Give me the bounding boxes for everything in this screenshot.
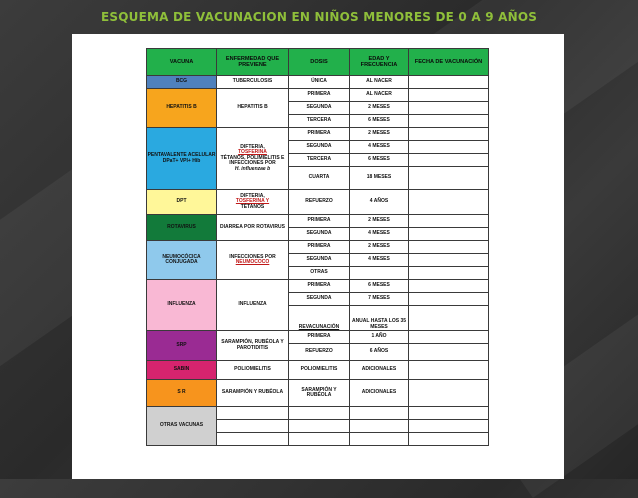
dose-cell: PRIMERA: [289, 241, 350, 254]
age-cell: 4 MESES: [350, 254, 409, 267]
age-cell: 4 MESES: [350, 228, 409, 241]
vaccine-otras: OTRAS VACUNAS: [147, 407, 217, 446]
age-cell: 6 MESES: [350, 154, 409, 167]
slide-title: ESQUEMA DE VACUNACION EN NIÑOS MENORES DE 0 A 9 AÑOS: [101, 10, 538, 24]
vaccine-sabin: SABIN: [147, 361, 217, 380]
table-header-row: [147, 49, 489, 76]
date-cell[interactable]: [409, 331, 489, 344]
dose-cell: SEGUNDA: [289, 254, 350, 267]
table-row: [147, 89, 489, 102]
dose-cell: [289, 407, 350, 420]
vaccine-influenza: INFLUENZA: [147, 280, 217, 331]
table-row: [147, 241, 489, 254]
age-cell: 4 MESES: [350, 141, 409, 154]
vaccine-dpt: DPT: [147, 190, 217, 215]
table-row: [147, 190, 489, 215]
disease-line: TOSFERINA: [238, 149, 267, 156]
age-cell: 2 MESES: [350, 128, 409, 141]
vaccine-pentavalente: [147, 128, 217, 190]
date-cell[interactable]: [409, 306, 489, 331]
dose-cell: [289, 433, 350, 446]
disease-cell: HEPATITIS B: [217, 89, 289, 128]
disease-cell: [217, 433, 289, 446]
disease-cell: [217, 420, 289, 433]
disease-line: TOSFERINA Y: [235, 198, 270, 205]
dose-cell: SEGUNDA: [289, 102, 350, 115]
vaccine-components: DPaT+ VPI+ Hib: [162, 157, 201, 164]
dose-cell: TERCERA: [289, 154, 350, 167]
date-cell[interactable]: [409, 228, 489, 241]
vaccine-neumococica: NEUMOCÓCICA CONJUGADA: [147, 241, 217, 280]
date-cell[interactable]: [409, 141, 489, 154]
date-cell[interactable]: [409, 380, 489, 407]
disease-cell: SARAMPIÓN Y RUBÉOLA: [217, 380, 289, 407]
date-cell[interactable]: [409, 76, 489, 89]
disease-cell: [217, 128, 289, 190]
date-cell[interactable]: [409, 89, 489, 102]
dose-cell: ÚNICA: [289, 76, 350, 89]
age-cell: 6 MESES: [350, 115, 409, 128]
disease-cell: [217, 407, 289, 420]
date-cell[interactable]: [409, 407, 489, 420]
vaccine-hepatitis-b: HEPATITIS B: [147, 89, 217, 128]
date-cell[interactable]: [409, 102, 489, 115]
date-cell[interactable]: [409, 167, 489, 190]
dose-cell: PRIMERA: [289, 331, 350, 344]
age-cell: 2 MESES: [350, 102, 409, 115]
age-cell: [350, 407, 409, 420]
date-cell[interactable]: [409, 128, 489, 141]
date-cell[interactable]: [409, 361, 489, 380]
age-cell: [350, 433, 409, 446]
table-row: [147, 76, 489, 89]
dose-cell: REFUERZO: [289, 190, 350, 215]
age-cell: ADICIONALES: [350, 380, 409, 407]
header-edad: EDAD Y FRECUENCIA: [350, 49, 409, 76]
date-cell[interactable]: [409, 241, 489, 254]
date-cell[interactable]: [409, 215, 489, 228]
dose-cell: SEGUNDA: [289, 293, 350, 306]
date-cell[interactable]: [409, 293, 489, 306]
table-row: [147, 128, 489, 141]
dose-cell: SEGUNDA: [289, 141, 350, 154]
dose-cell: TERCERA: [289, 115, 350, 128]
dose-cell: REFUERZO: [289, 344, 350, 361]
age-cell: [350, 420, 409, 433]
date-cell[interactable]: [409, 254, 489, 267]
disease-cell: DIARREA POR ROTAVIRUS: [217, 215, 289, 241]
disease-line: DIFTERIA,: [240, 143, 265, 150]
dose-cell: PRIMERA: [289, 128, 350, 141]
date-cell[interactable]: [409, 280, 489, 293]
dose-cell: REVACUNACIÓN: [289, 306, 350, 331]
vaccination-schedule-table: [146, 48, 489, 446]
date-cell[interactable]: [409, 344, 489, 361]
table-row: [147, 215, 489, 228]
dose-cell: [289, 420, 350, 433]
table-row: [147, 361, 489, 380]
table-row: [147, 331, 489, 344]
disease-line: INFECCIONES POR: [229, 253, 276, 260]
table-row: [147, 280, 489, 293]
dose-cell: PRIMERA: [289, 280, 350, 293]
disease-line: NEUMOCOCO: [235, 259, 270, 265]
dose-cell: PRIMERA: [289, 89, 350, 102]
dose-cell: OTRAS: [289, 267, 350, 280]
age-cell: ADICIONALES: [350, 361, 409, 380]
disease-cell: [217, 190, 289, 215]
table-row: [147, 380, 489, 407]
table-row: [147, 407, 489, 420]
dose-cell: SEGUNDA: [289, 228, 350, 241]
disease-cell: SARAMPIÓN, RUBÉOLA Y PAROTIDITIS: [217, 331, 289, 361]
vaccine-sr: S R: [147, 380, 217, 407]
dose-cell: PRIMERA: [289, 215, 350, 228]
header-fecha: FECHA DE VACUNACIÓN: [409, 49, 489, 76]
disease-line: TÉTANOS: [240, 203, 265, 210]
age-cell: 7 MESES: [350, 293, 409, 306]
vaccine-rotavirus: ROTAVIRUS: [147, 215, 217, 241]
disease-line: H. influenzae b: [234, 165, 271, 172]
age-cell: 1 AÑO: [350, 331, 409, 344]
age-cell: 2 MESES: [350, 215, 409, 228]
age-cell: ANUAL HASTA LOS 35 MESES: [350, 306, 409, 331]
vaccine-srp: SRP: [147, 331, 217, 361]
header-enfermedad: ENFERMEDAD QUE PREVIENE: [217, 49, 289, 76]
vaccine-bcg: BCG: [147, 76, 217, 89]
header-vacuna: VACUNA: [147, 49, 217, 76]
age-cell: 2 MESES: [350, 241, 409, 254]
disease-line: DIFTERIA,: [240, 192, 265, 199]
age-cell: AL NACER: [350, 89, 409, 102]
disease-line: TÉTANOS, POLIMIELITIS E INFECCIONES POR: [220, 154, 285, 167]
date-cell[interactable]: [409, 190, 489, 215]
age-cell: 6 MESES: [350, 280, 409, 293]
age-cell: 4 AÑOS: [350, 190, 409, 215]
age-cell: 18 MESES: [350, 167, 409, 190]
date-cell[interactable]: [409, 267, 489, 280]
disease-cell: POLIOMIELITIS: [217, 361, 289, 380]
dose-cell: CUARTA: [289, 167, 350, 190]
date-cell[interactable]: [409, 115, 489, 128]
age-cell: 6 AÑOS: [350, 344, 409, 361]
date-cell[interactable]: [409, 154, 489, 167]
vaccine-name-line: PENTAVALENTE ACELULAR: [147, 152, 216, 158]
header-dosis: DOSIS: [289, 49, 350, 76]
disease-cell: [217, 241, 289, 280]
disease-cell: TUBERCULOSIS: [217, 76, 289, 89]
date-cell[interactable]: [409, 433, 489, 446]
date-cell[interactable]: [409, 420, 489, 433]
age-cell: AL NACER: [350, 76, 409, 89]
dose-cell: POLIOMIELITIS: [289, 361, 350, 380]
dose-cell: SARAMPIÓN Y RUBÉOLA: [289, 380, 350, 407]
disease-cell: INFLUENZA: [217, 280, 289, 331]
age-cell: [350, 267, 409, 280]
